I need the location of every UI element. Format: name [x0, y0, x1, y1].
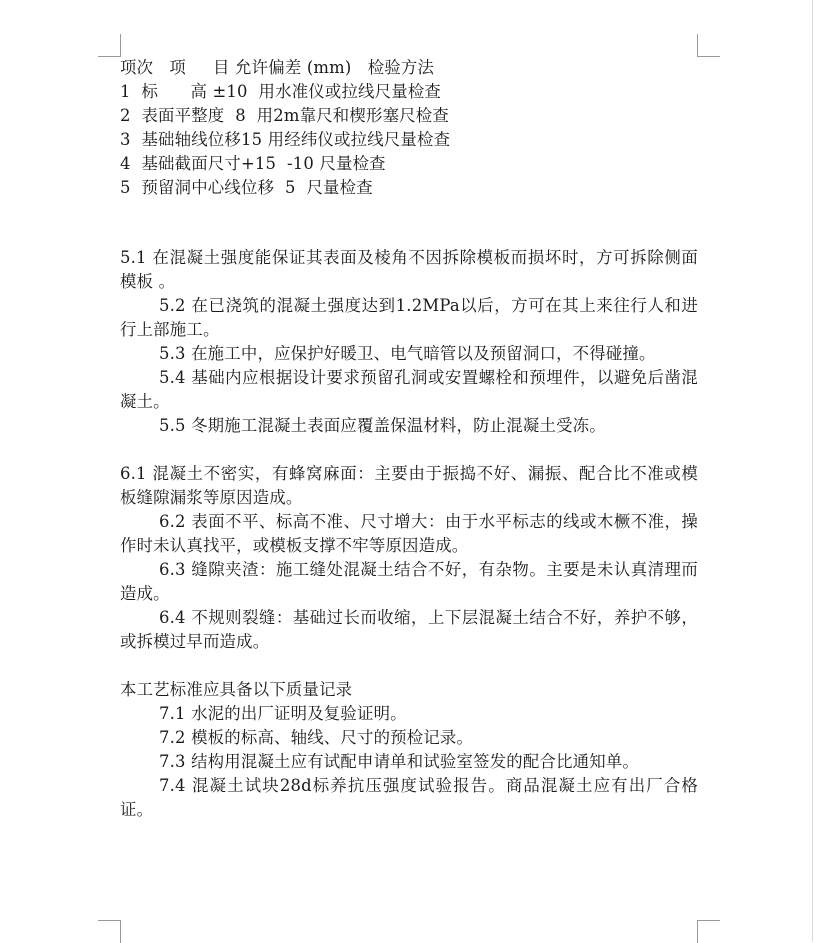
table-header: 项次 项 目 允许偏差 (mm) 检验方法	[120, 58, 435, 77]
document-body[interactable]	[120, 56, 698, 822]
paragraph-6-4: 6.4 不规则裂缝：基础过长而收缩，上下层混凝土结合不好，养护不够，或拆模过早而造成。	[120, 608, 698, 651]
section-6	[120, 462, 698, 654]
paragraph-7-1: 7.1 水泥的出厂证明及复验证明。	[159, 704, 407, 723]
paragraph-6-2: 6.2 表面不平、标高不准、尺寸增大：由于水平标志的线或木橛不准，操作时未认真找平，或模板支撑不牢等原因造成。	[120, 512, 698, 555]
paragraph-7-3: 7.3 结构用混凝土应有试配申请单和试验室签发的配合比通知单。	[159, 752, 640, 771]
paragraph-5-4: 5.4 基础内应根据设计要求预留孔洞或安置螺栓和预埋件，以避免后凿混凝土。	[120, 368, 698, 411]
margin-corner-bottom-right	[697, 920, 720, 943]
paragraph-7-2: 7.2 模板的标高、轴线、尺寸的预检记录。	[159, 728, 474, 747]
margin-corner-bottom-left	[98, 920, 121, 943]
section-7	[120, 678, 698, 822]
paragraph-5-1: 5.1 在混凝土强度能保证其表面及棱角不因拆除模板而损坏时，方可拆除侧面模板 。	[120, 248, 698, 291]
table-row: 2 表面平整度 8 用2m靠尺和楔形塞尺检查	[120, 106, 449, 125]
margin-corner-top-right	[697, 34, 720, 57]
paragraph-7-4: 7.4 混凝土试块28d标养抗压强度试验报告。商品混凝土应有出厂合格证。	[120, 776, 698, 819]
paragraph-5-5: 5.5 冬期施工混凝土表面应覆盖保温材料，防止混凝土受冻。	[159, 416, 606, 435]
section-5	[120, 246, 698, 438]
paragraph-5-2: 5.2 在已浇筑的混凝土强度达到1.2MPa以后，方可在其上来往行人和进行上部施工。	[120, 296, 698, 339]
table-row: 5 预留洞中心线位移 5 尺量检查	[120, 178, 373, 197]
page-edge	[812, 0, 813, 942]
margin-corner-top-left	[98, 34, 121, 57]
table-row: 1 标 高 ±10 用水准仪或拉线尺量检查	[120, 82, 442, 101]
table-row: 3 基础轴线位移15 用经纬仪或拉线尺量检查	[120, 130, 451, 149]
paragraph-6-1: 6.1 混凝土不密实，有蜂窝麻面：主要由于振捣不好、漏振、配合比不准或模板缝隙漏浆等原因造成。	[120, 464, 698, 507]
table-row: 4 基础截面尺寸+15 -10 尺量检查	[120, 154, 386, 173]
paragraph-5-3: 5.3 在施工中，应保护好暖卫、电气暗管以及预留洞口，不得碰撞。	[159, 344, 656, 363]
paragraph-6-3: 6.3 缝隙夹渣：施工缝处混凝土结合不好，有杂物。主要是未认真清理而造成。	[120, 560, 698, 603]
tolerance-table	[120, 56, 698, 200]
section-7-intro: 本工艺标准应具备以下质量记录	[120, 680, 353, 699]
